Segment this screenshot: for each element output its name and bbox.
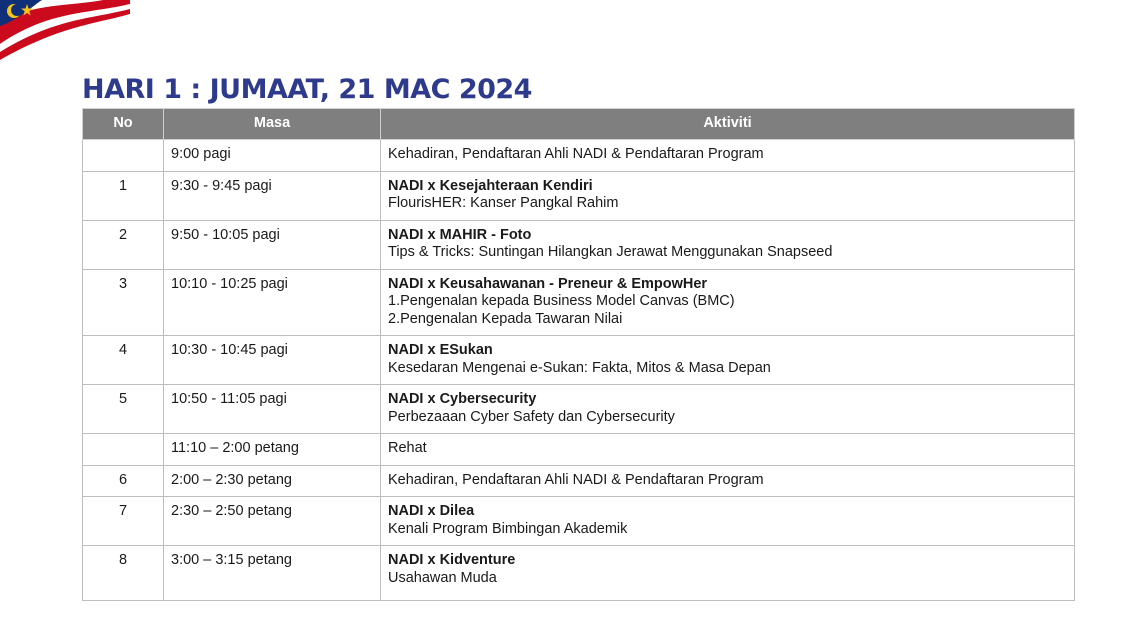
cell-aktiviti <box>381 269 1075 336</box>
activity-title: NADI x Cybersecurity <box>388 391 537 407</box>
cell-no: 8 <box>83 546 164 601</box>
table-row <box>83 434 1075 466</box>
cell-aktiviti <box>381 336 1075 385</box>
table-row <box>83 140 1075 172</box>
cell-no: 2 <box>83 220 164 269</box>
activity-description: Kehadiran, Pendaftaran Ahli NADI & Pendaftaran Program <box>388 146 764 162</box>
table-row <box>83 269 1075 336</box>
cell-masa: 3:00 – 3:15 petang <box>164 546 381 601</box>
activity-description: Perbezaaan Cyber Safety dan Cybersecurity <box>388 408 675 425</box>
cell-no: 5 <box>83 385 164 434</box>
cell-aktiviti <box>381 385 1075 434</box>
cell-aktiviti <box>381 465 1075 497</box>
table-row <box>83 171 1075 220</box>
header-no: No <box>83 109 164 140</box>
cell-no: 6 <box>83 465 164 497</box>
cell-masa: 10:10 - 10:25 pagi <box>164 269 381 336</box>
activity-description: 1.Pengenalan kepada Business Model Canvas (BMC) <box>388 293 735 309</box>
activity-title: NADI x Kesejahteraan Kendiri <box>388 177 593 194</box>
cell-aktiviti <box>381 434 1075 466</box>
cell-aktiviti <box>381 546 1075 601</box>
header-aktiviti: Aktiviti <box>381 109 1075 140</box>
cell-masa: 10:50 - 11:05 pagi <box>164 385 381 434</box>
cell-masa: 9:50 - 10:05 pagi <box>164 220 381 269</box>
page-title: HARI 1 : JUMAAT, 21 MAC 2024 <box>82 74 532 105</box>
malaysia-flag-ribbon-icon <box>0 0 130 70</box>
cell-no: 7 <box>83 497 164 546</box>
cell-no: 3 <box>83 269 164 336</box>
cell-no <box>83 434 164 466</box>
activity-description: 2.Pengenalan Kepada Tawaran Nilai <box>388 310 623 327</box>
activity-description: Usahawan Muda <box>388 569 497 586</box>
cell-masa: 9:00 pagi <box>164 140 381 172</box>
cell-masa: 9:30 - 9:45 pagi <box>164 171 381 220</box>
activity-description: Rehat <box>388 440 427 456</box>
activity-title: NADI x Keusahawanan - Preneur & EmpowHer <box>388 275 708 292</box>
table-row <box>83 546 1075 601</box>
table-header-row <box>83 109 1075 140</box>
cell-aktiviti <box>381 497 1075 546</box>
activity-description: Kesedaran Mengenai e-Sukan: Fakta, Mitos & Masa Depan <box>388 359 771 376</box>
activity-title: NADI x MAHIR - Foto <box>388 226 532 243</box>
activity-description: Tips & Tricks: Suntingan Hilangkan Jerawat Menggunakan Snapseed <box>388 244 833 260</box>
cell-masa: 11:10 – 2:00 petang <box>164 434 381 466</box>
activity-description: Kenali Program Bimbingan Akademik <box>388 520 628 537</box>
activity-title: NADI x Kidventure <box>388 552 516 568</box>
header-masa: Masa <box>164 109 381 140</box>
activity-description: Kehadiran, Pendaftaran Ahli NADI & Pendaftaran Program <box>388 471 764 488</box>
activity-title: NADI x ESukan <box>388 342 493 358</box>
table-row <box>83 497 1075 546</box>
schedule-table <box>82 108 1075 601</box>
cell-aktiviti <box>381 140 1075 172</box>
table-row <box>83 336 1075 385</box>
cell-aktiviti <box>381 220 1075 269</box>
cell-no <box>83 140 164 172</box>
table-row <box>83 465 1075 497</box>
table-row <box>83 385 1075 434</box>
cell-no: 4 <box>83 336 164 385</box>
cell-masa: 10:30 - 10:45 pagi <box>164 336 381 385</box>
cell-no: 1 <box>83 171 164 220</box>
cell-masa: 2:00 – 2:30 petang <box>164 465 381 497</box>
cell-masa: 2:30 – 2:50 petang <box>164 497 381 546</box>
activity-title: NADI x Dilea <box>388 503 475 519</box>
table-row <box>83 220 1075 269</box>
cell-aktiviti <box>381 171 1075 220</box>
activity-description: FlourisHER: Kanser Pangkal Rahim <box>388 195 619 211</box>
